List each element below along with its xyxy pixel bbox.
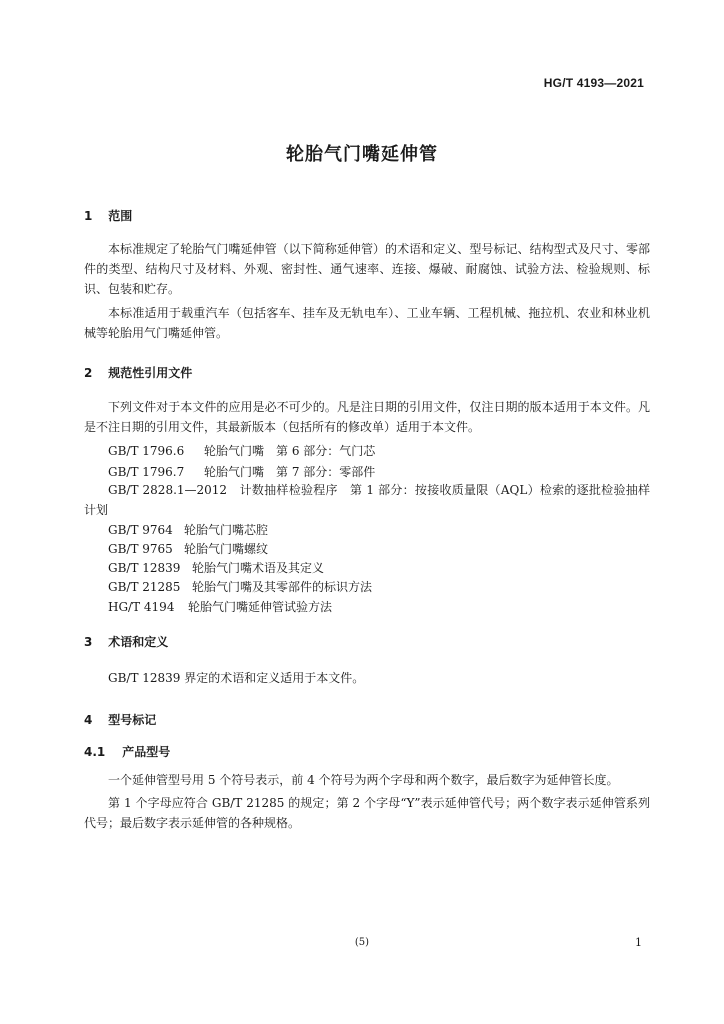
reference-title: 轮胎气门嘴 第 6 部分：气门芯 xyxy=(204,444,376,458)
reference-code: HG/T 4194 xyxy=(108,600,175,614)
section-1-paragraph-1: 本标准规定了轮胎气门嘴延伸管（以下简称延伸管）的术语和定义、型号标记、结构型式及尺寸、零部件的类型、结构尺寸及材料、外观、密封性、通气速率、连接、爆破、耐腐蚀、试验方法、检验规则、标识、包装和贮存。 xyxy=(84,242,650,296)
standard-code: HG/T 4193—2021 xyxy=(543,76,644,90)
page-number: 1 xyxy=(635,936,642,949)
section-title: 范围 xyxy=(108,209,133,223)
reference-item xyxy=(108,598,332,615)
reference-title: 轮胎气门嘴螺纹 xyxy=(184,542,269,556)
reference-title: 轮胎气门嘴芯腔 xyxy=(184,523,269,537)
section-3-heading xyxy=(84,633,168,650)
section-1-paragraph-2: 本标准适用于载重汽车（包括客车、挂车及无轨电车）、工业车辆、工程机械、拖拉机、农业和林业机械等轮胎用气门嘴延伸管。 xyxy=(84,306,650,340)
reference-code: GB/T 12839 xyxy=(108,561,181,575)
section-2-intro: 下列文件对于本文件的应用是必不可少的。凡是注日期的引用文件，仅注日期的版本适用于本文件。凡是不注日期的引用文件，其最新版本（包括所有的修改单）适用于本文件。 xyxy=(84,400,650,434)
reference-code: GB/T 9764 xyxy=(108,523,173,537)
subsection-title: 产品型号 xyxy=(122,745,171,759)
subsection-4-1-paragraph-1: 一个延伸管型号用 5 个符号表示，前 4 个符号为两个字母和两个数字，最后数字为延伸管长度。 xyxy=(108,773,619,787)
reference-title: 轮胎气门嘴及其零部件的标识方法 xyxy=(192,580,373,594)
reference-item xyxy=(108,442,375,459)
section-number: 1 xyxy=(84,209,93,223)
reference-item xyxy=(108,463,375,480)
section-number: 2 xyxy=(84,366,93,380)
page-sequence-number: (5) xyxy=(354,937,370,948)
document-title: 轮胎气门嘴延伸管 xyxy=(286,144,438,165)
section-title: 规范性引用文件 xyxy=(108,366,193,380)
reference-code: GB/T 1796.7 xyxy=(108,465,185,479)
section-number: 3 xyxy=(84,635,93,649)
reference-code: GB/T 9765 xyxy=(108,542,173,556)
reference-item xyxy=(108,578,372,595)
section-2-heading xyxy=(84,364,192,381)
subsection-4-1-paragraph-2: 第 1 个字母应符合 GB/T 21285 的规定；第 2 个字母“Y”表示延伸管代号；两个数字表示延伸管系列代号；最后数字表示延伸管的各种规格。 xyxy=(84,796,650,830)
section-1-heading xyxy=(84,207,132,224)
subsection-4-1-heading xyxy=(84,743,170,760)
section-number: 4 xyxy=(84,713,93,727)
section-title: 型号标记 xyxy=(108,713,157,727)
reference-code: GB/T 21285 xyxy=(108,580,181,594)
section-3-paragraph: GB/T 12839 界定的术语和定义适用于本文件。 xyxy=(108,671,365,685)
reference-title: 轮胎气门嘴延伸管试验方法 xyxy=(188,600,333,614)
subsection-number: 4.1 xyxy=(84,745,106,759)
reference-item xyxy=(108,540,268,557)
reference-code: GB/T 1796.6 xyxy=(108,444,185,458)
reference-item xyxy=(108,559,324,576)
reference-code: GB/T 2828.1—2012 xyxy=(108,483,228,497)
section-4-heading xyxy=(84,711,156,728)
section-title: 术语和定义 xyxy=(108,635,169,649)
reference-item xyxy=(84,480,650,520)
reference-title: 计数抽样检验程序 第 1 部分：按接收质量限（AQL）检索的逐批检验抽样计划 xyxy=(84,483,650,517)
reference-title: 轮胎气门嘴 第 7 部分：零部件 xyxy=(204,465,376,479)
reference-title: 轮胎气门嘴术语及其定义 xyxy=(192,561,325,575)
reference-item xyxy=(108,521,268,538)
